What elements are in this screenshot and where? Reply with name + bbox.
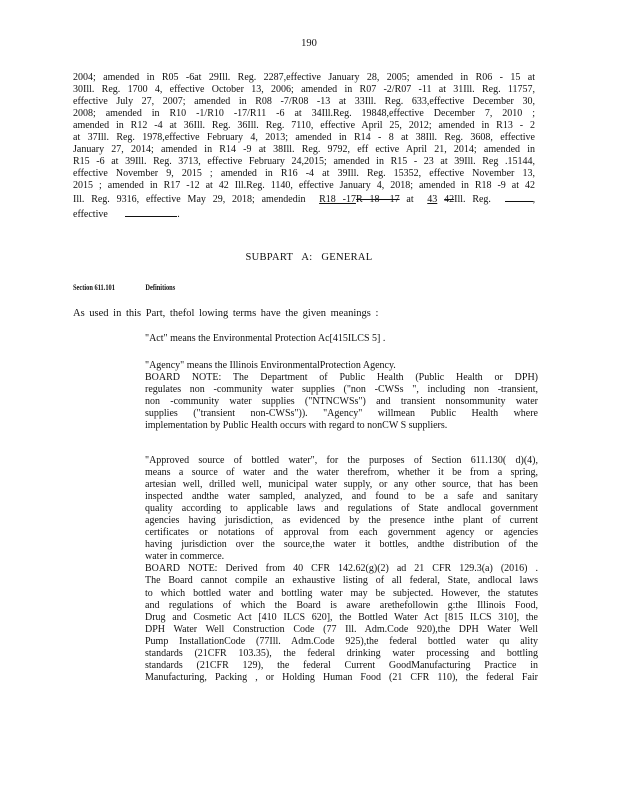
definition-line: means a source of water and the water therefrom, whether it be from a spring, — [145, 467, 538, 479]
history-line: 30Ill. Reg. 1700 4, effective October 13, 2006; amended in R07 -2/R07 -11 at 31Ill. Reg. 11757, — [73, 84, 535, 96]
definition-line: certificates or notations of approval from each government agency or agencies — [145, 527, 538, 539]
history-line-text: Ill. Reg. 9316, effective May 29, 2018; amendedin — [73, 194, 306, 206]
definition-line: implementation by Public Health occurs with regard to nonCW S suppliers. — [145, 420, 448, 432]
definition-line: "Agency" means the Illinois EnvironmentalProtection Agency. — [145, 360, 396, 371]
definition-line: standards (21CFR 129), the federal Current GoodManufacturing Practice in — [145, 659, 538, 671]
history-line: January 27, 2014; amended in R14 -9 at 38Ill. Reg. 9792, eff ective April 21, 2014; amended in — [73, 144, 535, 156]
subpart-heading: SUBPART A: GENERAL — [245, 252, 373, 263]
history-line: effective November 9, 2015 ; amended in R16 -4 at 39Ill. Reg. 15352, effective November 13, — [73, 168, 535, 180]
history-line: effective July 27, 2007; amended in R08 -7/R08 -13 at 33Ill. Reg. 633,effective December 30, — [73, 96, 535, 108]
definition-line: Drug and Cosmetic Act [410 ILCS 620], the Bottled Water Act [815 ILCS 310], the — [145, 611, 538, 623]
history-line — [73, 207, 535, 221]
page-number: 190 — [301, 38, 317, 49]
definition-line: water in commerce. — [145, 551, 225, 563]
history-line: 2008; amended in R10 -1/R10 -17/R11 -6 at 34Ill.Reg. 19848,effective December 7, 2010 ; — [73, 108, 535, 120]
section-heading — [73, 283, 206, 292]
intro-paragraph: As used in this Part, thefol lowing terms have the given meanings : — [73, 308, 379, 319]
history-line: 2004; amended in R05 -6at 29Ill. Reg. 2287,effective January 28, 2005; amended in R06 - 15 at — [73, 72, 535, 83]
definition-line: BOARD NOTE: The Department of Public Health (Public Health or DPH) — [145, 372, 538, 384]
definition-line: quality according to applicable laws and regulations of State andlocal government — [145, 503, 538, 515]
history-line-with-edits — [73, 192, 535, 206]
definition-approved-source — [145, 455, 538, 684]
definition-line: "Approved source of bottled water", for the purposes of Section 611.130( d)(4), — [145, 455, 538, 466]
definition-line: regulates non -community water supplies ("non -CWSs ", including non -transient, — [145, 384, 538, 396]
definition-act — [145, 333, 538, 345]
register-page-blank — [505, 192, 533, 202]
effective-label: effective — [73, 208, 108, 220]
definition-line: having jurisdiction over the source,the water it bottles, andthe distribution of the — [145, 539, 538, 551]
amendment-history — [73, 72, 535, 221]
inserted-docket: R18 -17 — [319, 194, 356, 206]
struck-docket: R 18 -17 — [355, 194, 400, 206]
history-line: amended in R12 -4 at 36Ill. Reg. 36Ill. Reg. 7110, effective April 25, 2012; amended in R13 - 2 — [73, 120, 535, 132]
period: . — [177, 208, 180, 220]
definition-line: artesian well, drilled well, municipal water supply, or any other source, that has been — [145, 479, 538, 491]
definition-agency — [145, 360, 538, 432]
section-title: Definitions — [145, 283, 176, 292]
definition-line: Manufacturing, Packing , or Holding Human Food (21 CFR 110), the federal Fair — [145, 671, 538, 683]
definition-line: Pump InstallationCode (77Ill. Adm.Code 925),the federal bottled water qu ality — [145, 635, 538, 647]
definition-line: The Board cannot compile an exhaustive listing of all federal, State, andlocal laws — [145, 575, 538, 587]
definition-line: supplies ("transient non-CWSs")). "Agency" willmean Public Health where — [145, 408, 538, 420]
at-text: at — [406, 194, 414, 206]
history-line: at 37Ill. Reg. 1978,effective February 4, 2013; amended in R14 - 8 at 38Ill. Reg. 3608, effective — [73, 132, 535, 144]
history-line: R15 -6 at 39Ill. Reg. 3713, effective February 24,2015; amended in R15 - 23 at 39Ill. Reg .15144, — [73, 156, 535, 168]
definition-line: to which bottled water and bottling water may be subjected. However, the statutes — [145, 587, 538, 599]
definition-line: BOARD NOTE: Derived from 40 CFR 142.62(g)(2) ad 21 CFR 129.3(a) (2016) . — [145, 563, 538, 575]
definition-line: DPH Water Well Construction Code (77 Ill. Adm.Code 920),the DPH Water Well — [145, 623, 538, 635]
definition-line: inspected andthe water sampled, analyzed, and found to be a safe and sanitary — [145, 491, 538, 503]
struck-volume: 42 — [444, 194, 455, 206]
definition-line: standards (21CFR 103.35), the federal drinking water processing and bottling — [145, 647, 538, 659]
definition-line: "Act" means the Environmental Protection Ac[415ILCS 5] . — [145, 333, 386, 344]
definition-line: and regulations of which the Board is aware arethefollowin g:the Illinois Food, — [145, 599, 538, 611]
comma: , — [532, 194, 536, 206]
history-line: 2015 ; amended in R17 -12 at 42 Ill.Reg. 1140, effective January 4, 2018; amended in R18 -9 at 42 — [73, 180, 535, 192]
inserted-volume: 43 — [427, 194, 438, 206]
effective-date-blank — [125, 207, 177, 217]
definition-line: agencies having jurisdiction, as evidenced by the presence inthe plant of current — [145, 515, 538, 527]
reg-text: Ill. Reg. — [454, 194, 491, 206]
definition-line: non -community water supplies ("NTNCWSs") and transient nonsommunity water — [145, 396, 538, 408]
section-number: Section 611.101 — [73, 283, 115, 292]
